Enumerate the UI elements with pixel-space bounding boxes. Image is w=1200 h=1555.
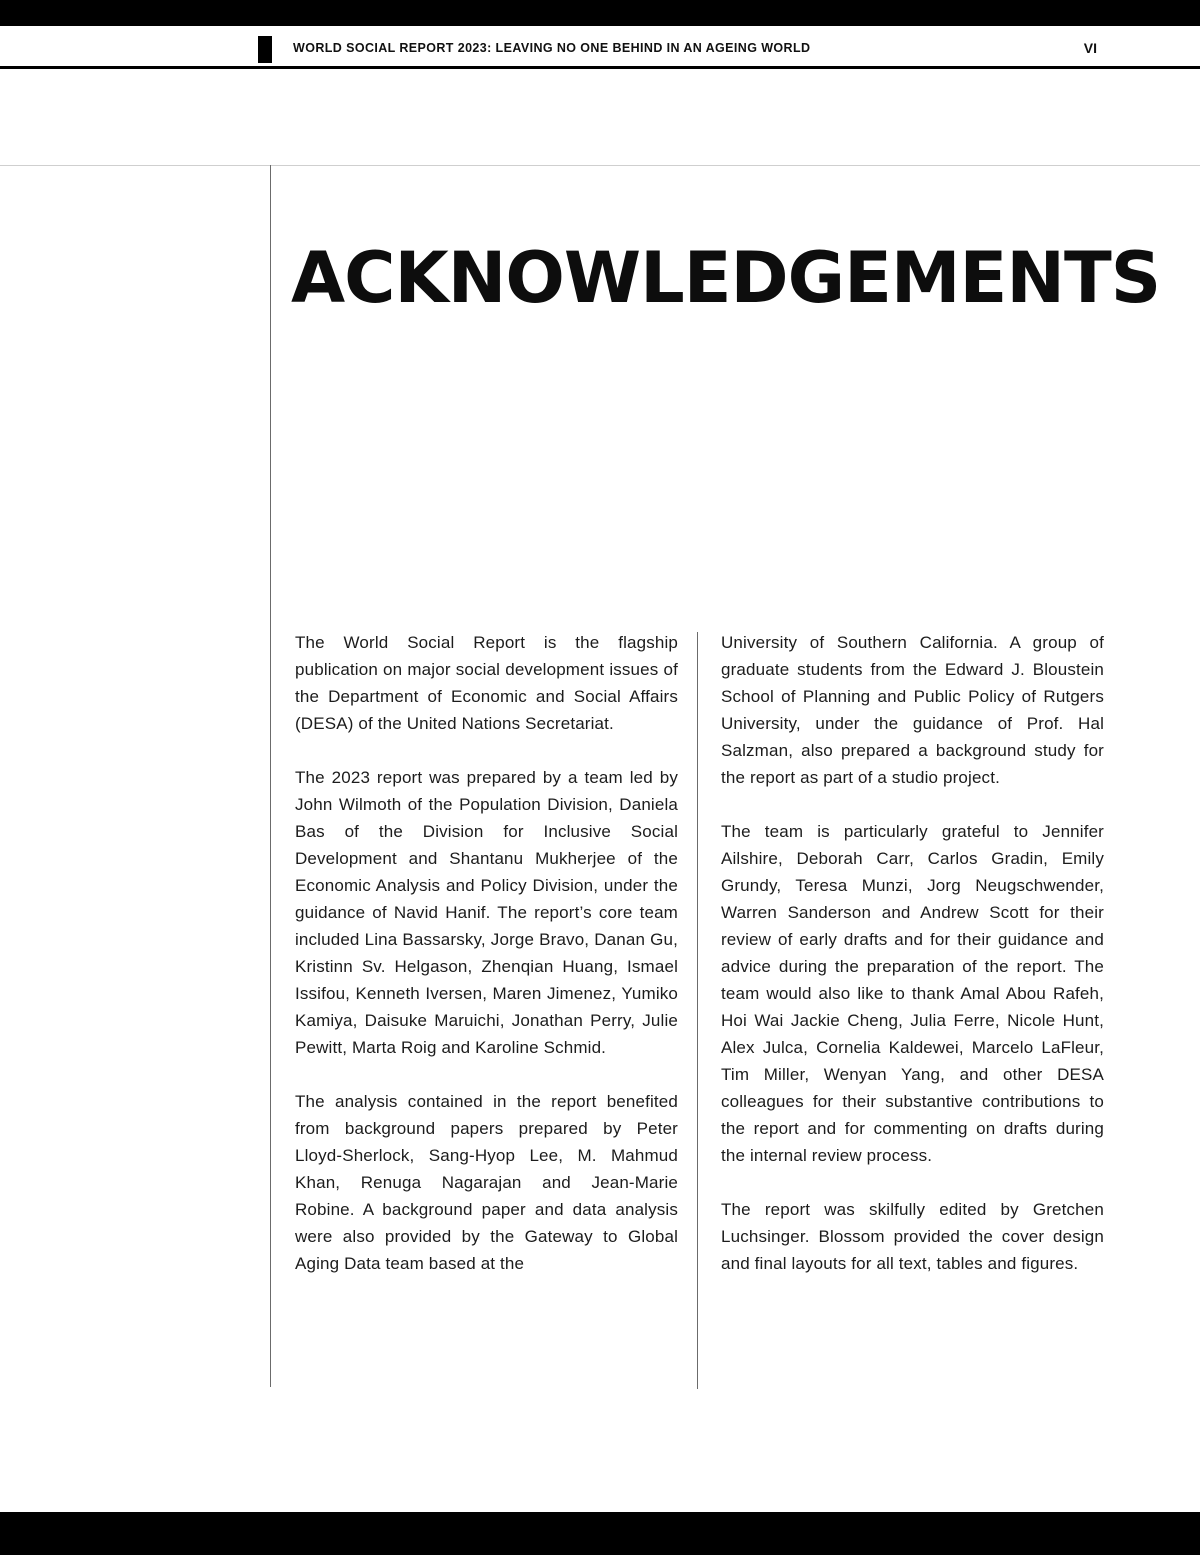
running-header-title: WORLD SOCIAL REPORT 2023: LEAVING NO ONE BEHIND IN AN AGEING WORLD xyxy=(293,41,811,55)
left-column-rule xyxy=(270,165,271,1387)
page-title: ACKNOWLEDGEMENTS xyxy=(291,236,1161,319)
paragraph: The 2023 report was prepared by a team led by John Wilmoth of the Population Division, Daniela Bas of the Division for Inclusive Social Development and Shantanu Mukherjee of the Economic Analysis and Policy Division, under the guidance of Navid Hanif. The report’s core team included Lina Bassarsky, Jorge Bravo, Danan Gu, Kristinn Sv. Helgason, Zhenqian Huang, Ismael Issifou, Kenneth Iversen, Maren Jimenez, Yumiko Kamiya, Daisuke Maruichi, Jonathan Perry, Julie Pewitt, Marta Roig and Karoline Schmid. xyxy=(295,768,678,1057)
page-header xyxy=(0,32,1200,66)
content-top-rule xyxy=(0,165,1200,166)
header-rule xyxy=(0,66,1200,69)
text-column-left xyxy=(295,629,678,1277)
column-divider-rule xyxy=(697,632,698,1389)
text-column-right xyxy=(721,629,1104,1277)
paragraph: The report was skilfully edited by Gretchen Luchsinger. Blossom provided the cover design and final layouts for all text, tables and figures. xyxy=(721,1200,1104,1273)
section-marker-icon xyxy=(258,36,272,63)
paragraph: The team is particularly grateful to Jennifer Ailshire, Deborah Carr, Carlos Gradin, Emily Grundy, Teresa Munzi, Jorg Neugschwender, Warren Sanderson and Andrew Scott for their review of early drafts and for their guidance and advice during the preparation of the report. The team would also like to thank Amal Abou Rafeh, Hoi Wai Jackie Cheng, Julia Ferre, Nicole Hunt, Alex Julca, Cornelia Kaldewei, Marcelo LaFleur, Tim Miller, Wenyan Yang, and other DESA colleagues for their substantive contributions to the report and for commenting on drafts during the internal review process. xyxy=(721,822,1104,1165)
paragraph: The analysis contained in the report benefited from background papers prepared by Peter Lloyd-Sherlock, Sang-Hyop Lee, M. Mahmud Khan, Renuga Nagarajan and Jean-Marie Robine. A background paper and data analysis were also provided by the Gateway to Global Aging Data team based at the xyxy=(295,1092,678,1273)
top-bar xyxy=(0,0,1200,26)
bottom-bar xyxy=(0,1512,1200,1555)
paragraph: University of Southern California. A group of graduate students from the Edward J. Bloustein School of Planning and Public Policy of Rutgers University, under the guidance of Prof. Hal Salzman, also prepared a background study for the report as part of a studio project. xyxy=(721,633,1104,787)
paragraph: The World Social Report is the flagship publication on major social development issues of the Department of Economic and Social Affairs (DESA) of the United Nations Secretariat. xyxy=(295,633,678,733)
page-number: VI xyxy=(1083,40,1097,56)
